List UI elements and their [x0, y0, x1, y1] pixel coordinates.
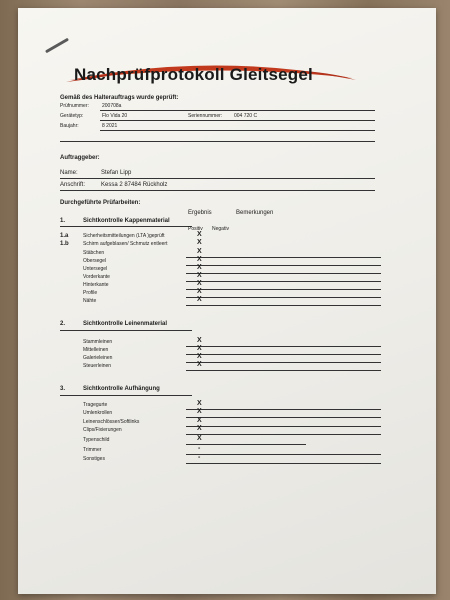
client-name-label: Name: [60, 170, 78, 176]
item-label: Umlenkrollen [83, 410, 113, 416]
field-line [100, 110, 375, 111]
item-label: Sicherheitsmitteilungen (LTA )geprüft [83, 233, 165, 239]
section-1-underline [60, 226, 192, 227]
item-label: Vorderkante [83, 274, 110, 280]
section-1-number: 1. [60, 218, 66, 224]
item-mark: X [197, 361, 202, 368]
section-3-title: Sichtkontrolle Aufhängung [83, 386, 160, 392]
item-mark: X [197, 337, 202, 344]
client-line [60, 178, 375, 179]
remarks-header: Bemerkungen [236, 210, 274, 216]
negative-header: Negativ [212, 226, 229, 232]
item-mark: - [198, 445, 201, 452]
section-2-underline [60, 330, 192, 331]
item-line [186, 370, 381, 371]
item-mark: X [197, 353, 202, 360]
item-label: Steuerleinen [83, 363, 112, 369]
item-mark: X [197, 408, 202, 415]
section-2-title: Sichtkontrolle Leinenmaterial [83, 321, 168, 327]
item-code: 1.b [60, 241, 69, 247]
separator-line [60, 141, 375, 142]
client-heading: Auftraggeber: [60, 155, 100, 161]
item-label: Galerieleinen [83, 355, 113, 361]
item-mark: X [197, 417, 202, 424]
item-mark: X [197, 425, 202, 432]
item-mark: X [197, 248, 202, 255]
item-line [186, 346, 381, 347]
item-label: Tragegurte [83, 402, 108, 408]
field-value-geraetetyp: Flo Vida 20 [102, 113, 128, 119]
item-label: Stammleinen [83, 339, 113, 345]
item-label: Stäbchen [83, 250, 105, 256]
section-3-underline [60, 395, 192, 396]
document-title: Nachprüfprotokoll Gleitsegel [74, 65, 313, 84]
client-line [60, 190, 375, 191]
item-line [186, 265, 381, 266]
item-code: 1.a [60, 233, 69, 239]
item-line [186, 289, 381, 290]
item-line [186, 281, 381, 282]
item-line [186, 297, 381, 298]
item-label: Nähte [83, 298, 97, 304]
item-mark: X [197, 280, 202, 287]
item-label: Untersegel [83, 266, 108, 272]
item-line [186, 426, 381, 427]
item-label: Sonstiges [83, 456, 105, 462]
field-value-baujahr: 8 2021 [102, 123, 118, 129]
item-label: Schirm aufgeblasen/ Schmutz entleert [83, 241, 168, 247]
item-mark: X [197, 272, 202, 279]
item-line [186, 257, 381, 258]
item-line [186, 305, 381, 306]
item-line [186, 463, 381, 464]
item-label: Profile [83, 290, 98, 296]
item-label: Typenschild [83, 437, 110, 443]
work-heading: Durchgeführte Prüfarbeiten: [60, 200, 141, 206]
intro-text: Gemäß des Halterauftrags wurde geprüft: [60, 95, 179, 101]
item-label: Trimmer [83, 447, 102, 453]
item-mark: X [197, 239, 202, 246]
item-line [186, 354, 381, 355]
field-line [100, 130, 375, 131]
item-line [186, 444, 306, 445]
item-mark: X [197, 400, 202, 407]
field-label-geraetetyp: Gerätetyp: [60, 113, 84, 119]
item-line [186, 434, 381, 435]
section-3-number: 3. [60, 386, 66, 392]
client-name-value: Stefan Lipp [101, 170, 132, 176]
item-label: Obersegel [83, 258, 107, 264]
item-mark: X [197, 231, 202, 238]
item-mark: X [197, 345, 202, 352]
result-header: Ergebnis [188, 210, 212, 216]
field-label-pruefnummer: Prüfnummer: [60, 103, 89, 109]
item-label: Hinterkante [83, 282, 109, 288]
field-line [100, 120, 375, 121]
item-mark: X [197, 296, 202, 303]
positive-header: Positiv [188, 226, 203, 232]
field-label-baujahr: Baujahr: [60, 123, 79, 129]
item-line [186, 454, 381, 455]
item-mark: - [198, 454, 201, 461]
item-line [186, 362, 381, 363]
field-value-seriennummer: 004 720 C [234, 113, 258, 119]
item-line [186, 273, 381, 274]
item-label: Leinenschlösser/Softlinks [83, 419, 140, 425]
section-2-number: 2. [60, 321, 66, 327]
item-mark: X [197, 288, 202, 295]
item-label: Mittelleinen [83, 347, 109, 353]
item-mark: X [197, 435, 202, 442]
field-label-seriennummer: Seriennummer: [188, 113, 223, 119]
item-line [186, 417, 381, 418]
item-mark: X [197, 256, 202, 263]
section-1-title: Sichtkontrolle Kappenmaterial [83, 218, 170, 224]
field-value-pruefnummer: 200708a [102, 103, 122, 109]
item-label: Clips/Fixierungen [83, 427, 122, 433]
client-address-label: Anschrift: [60, 182, 86, 188]
client-address-value: Kessa 2 87484 Rückholz [101, 182, 168, 188]
item-line [186, 409, 381, 410]
item-mark: X [197, 264, 202, 271]
